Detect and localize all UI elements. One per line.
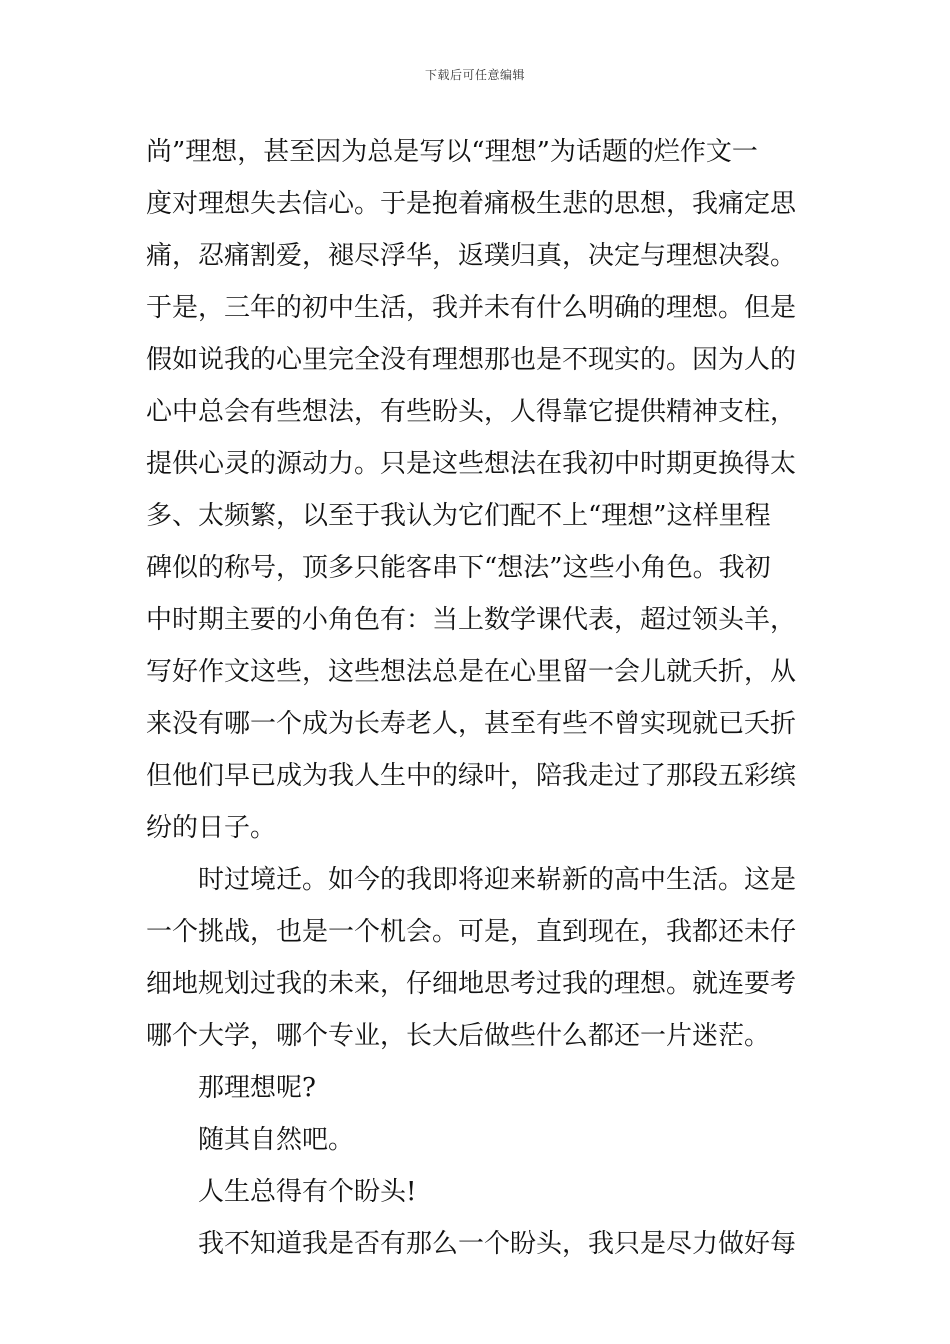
text-line: 提供心灵的源动力。只是这些想法在我初中时期更换得太: [146, 449, 797, 479]
text-line: 纷的日子。: [146, 813, 277, 843]
paragraph-first-line: 随其自然吧。: [198, 1125, 355, 1155]
header-note: 下载后可任意编辑: [424, 68, 525, 82]
text-line: 中时期主要的小角色有：当上数学课代表，超过领头羊，: [146, 605, 797, 635]
paragraph-first-line: 人生总得有个盼头!: [198, 1177, 417, 1207]
document-body: [146, 126, 816, 1270]
text-line: 写好作文这些，这些想法总是在心里留一会儿就夭折，从: [146, 657, 797, 687]
text-line: 碑似的称号，顶多只能客串下“想法”这些小角色。我初: [146, 553, 771, 583]
text-line: 哪个大学，哪个专业，长大后做些什么都还一片迷茫。: [146, 1021, 771, 1051]
text-line: 度对理想失去信心。于是抱着痛极生悲的思想，我痛定思: [146, 189, 797, 219]
text-line: 于是，三年的初中生活，我并未有什么明确的理想。但是: [146, 293, 797, 323]
paragraph-first-line: 那理想呢?: [198, 1073, 316, 1103]
text-line: 一个挑战，也是一个机会。可是，直到现在，我都还未仔: [146, 917, 797, 947]
text-line: 痛，忍痛割爱，褪尽浮华，返璞归真，决定与理想决裂。: [146, 241, 797, 271]
text-line: 但他们早已成为我人生中的绿叶，陪我走过了那段五彩缤: [146, 761, 797, 791]
text-line: 心中总会有些想法，有些盼头，人得靠它提供精神支柱，: [146, 397, 797, 427]
text-line: 来没有哪一个成为长寿老人，甚至有些不曾实现就已夭折: [146, 709, 797, 739]
paragraph-first-line: 时过境迁。如今的我即将迎来崭新的高中生活。这是: [198, 865, 797, 895]
paragraph-first-line: 我不知道我是否有那么一个盼头，我只是尽力做好每: [198, 1229, 797, 1259]
text-line: 假如说我的心里完全没有理想那也是不现实的。因为人的: [146, 345, 797, 375]
text-line: 尚”理想，甚至因为总是写以“理想”为话题的烂作文一: [146, 137, 758, 167]
text-line: 多、太频繁，以至于我认为它们配不上“理想”这样里程: [146, 501, 771, 531]
text-line: 细地规划过我的未来，仔细地思考过我的理想。就连要考: [146, 969, 797, 999]
